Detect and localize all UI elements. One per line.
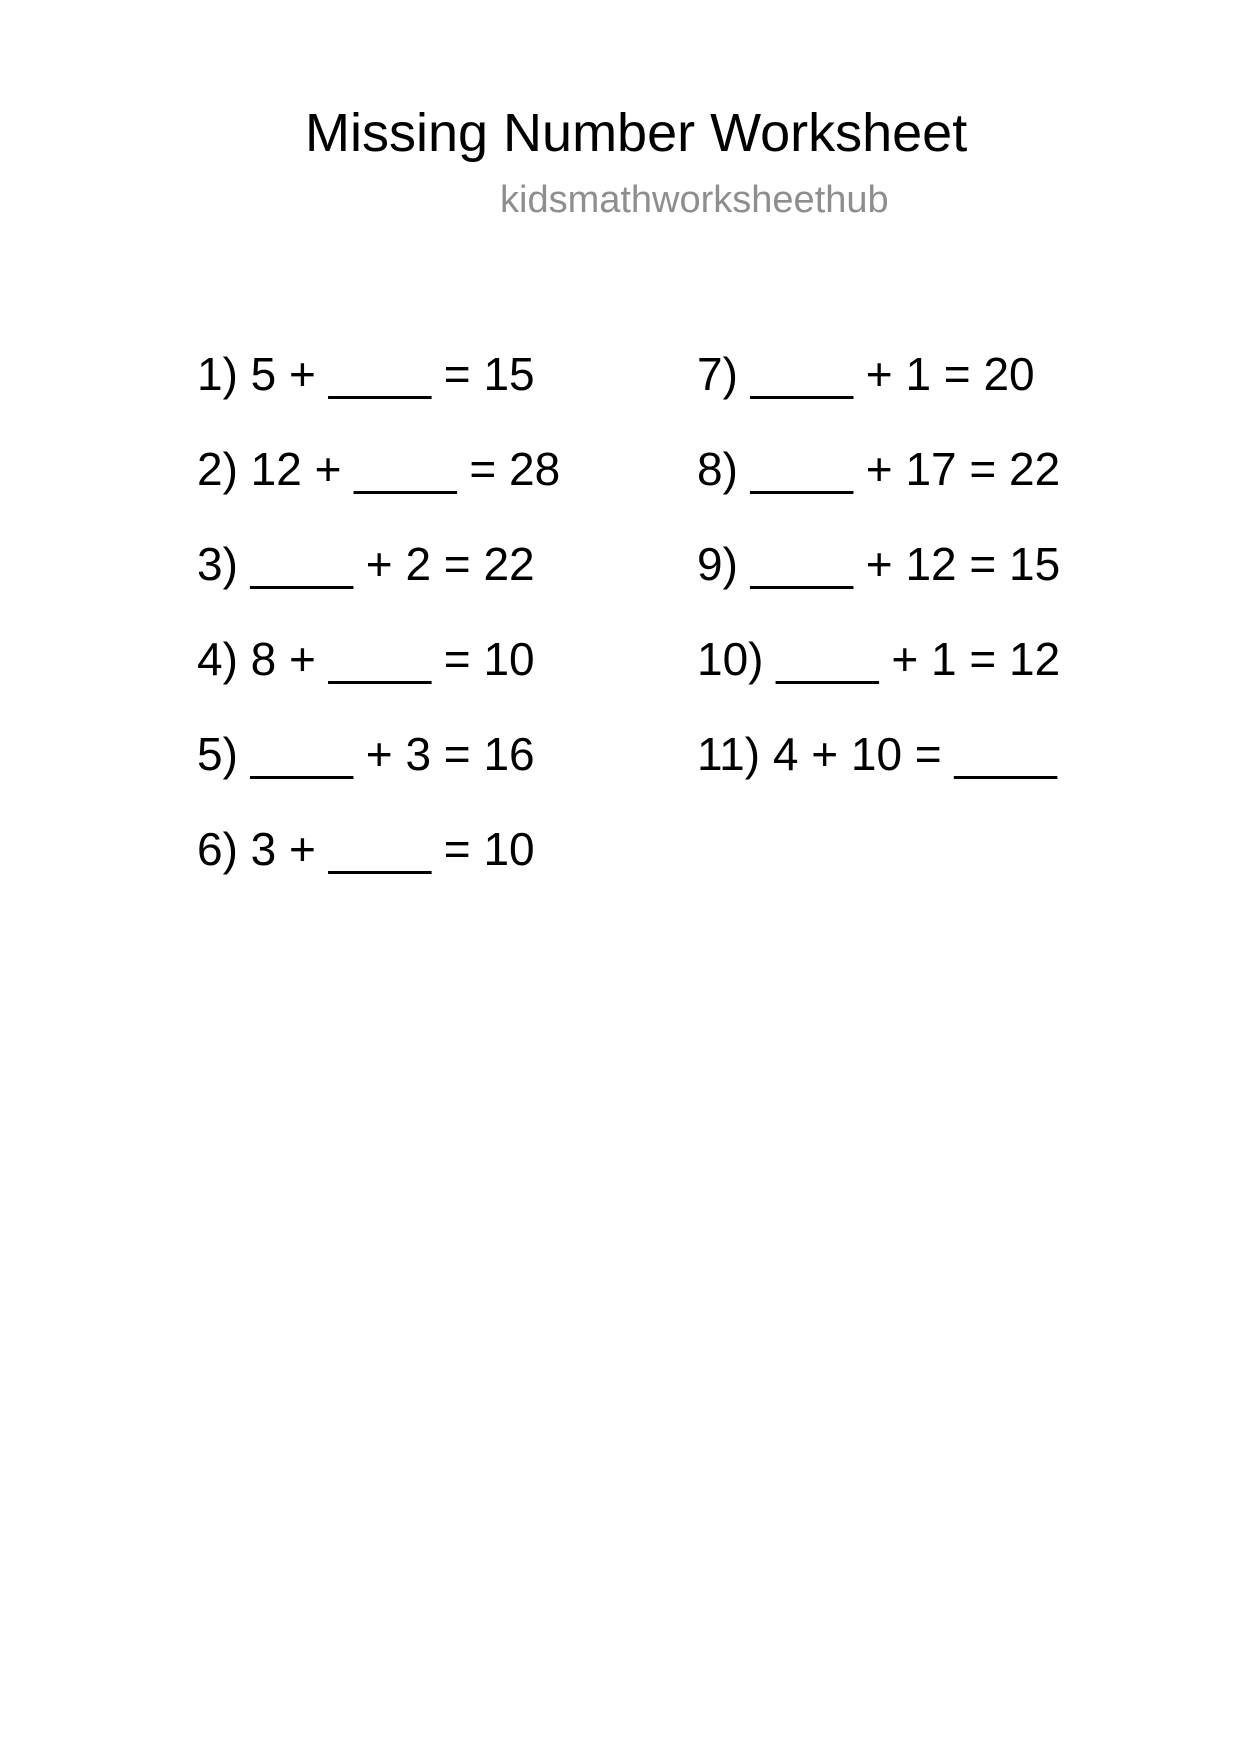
- problem-8: 8) ____ + 17 = 22: [697, 443, 1061, 495]
- problem-2: 2) 12 + ____ = 28: [197, 443, 561, 495]
- brand-subtitle: kidsmathworksheethub: [500, 179, 889, 221]
- problem-5: 5) ____ + 3 = 16: [197, 728, 535, 780]
- problem-6: 6) 3 + ____ = 10: [197, 823, 535, 875]
- problem-1: 1) 5 + ____ = 15: [197, 348, 535, 400]
- problem-3: 3) ____ + 2 = 22: [197, 538, 535, 590]
- problem-10: 10) ____ + 1 = 12: [697, 633, 1061, 685]
- problem-7: 7) ____ + 1 = 20: [697, 348, 1035, 400]
- worksheet-title: Missing Number Worksheet: [305, 103, 968, 163]
- problem-4: 4) 8 + ____ = 10: [197, 633, 535, 685]
- problem-9: 9) ____ + 12 = 15: [697, 538, 1061, 590]
- problem-11: 11) 4 + 10 = ____: [697, 728, 1057, 780]
